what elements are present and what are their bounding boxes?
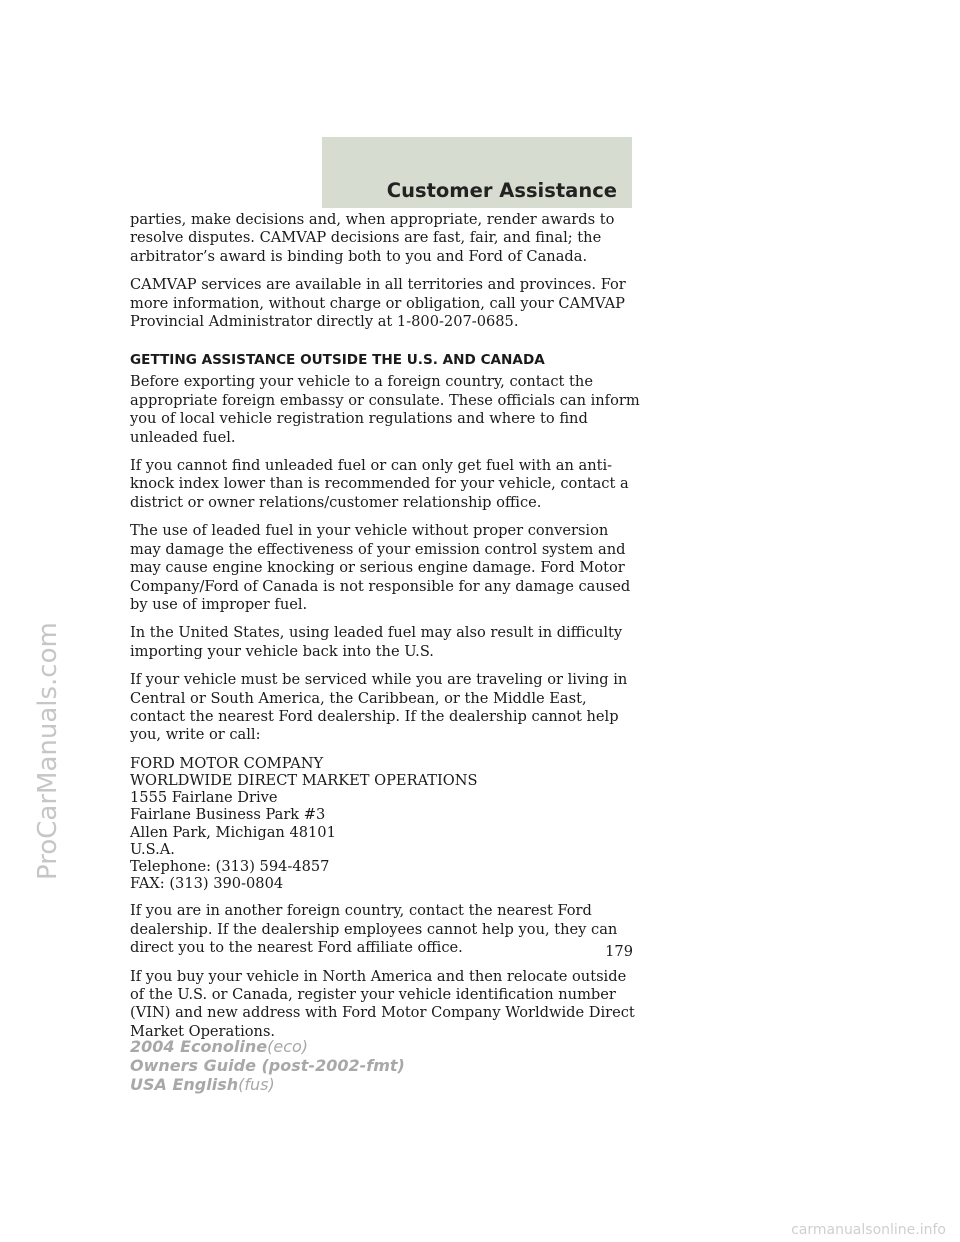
address-fax: FAX: (313) 390-0804 [130, 875, 284, 893]
paragraph: If your vehicle must be serviced while you are traveling or living in Central or South America, the Caribbean, or the Middle East, contact the nearest Ford dealership. If the dealership cannot help you, write or call: [130, 671, 628, 744]
address-line: U.S.A. [130, 840, 175, 858]
address-line: FORD MOTOR COMPANY [130, 754, 324, 772]
address-telephone: Telephone: (313) 594-4857 [130, 857, 330, 875]
paragraph: The use of leaded fuel in your vehicle without proper conversion may damage the effectiveness of your emission control system and may cause engine knocking or serious engine damage. Ford Motor Company/Ford of Canada is not responsible for any damage caused by use of improper fuel. [130, 522, 631, 613]
paragraph: If you buy your vehicle in North America and then relocate outside of the U.S. or Canada, register your vehicle identification number (VIN) and new address with Ford Motor Company Worldwide Direct Market Operations. [130, 967, 635, 1040]
bottom-watermark: carmanualsonline.info [791, 1222, 946, 1238]
footer-language-code: (fus) [238, 1075, 275, 1094]
side-watermark: ProCarManuals.com [33, 622, 63, 880]
page-content [130, 211, 640, 1051]
footer-model: 2004 Econoline [130, 1037, 268, 1056]
contact-address [130, 755, 640, 893]
address-line: 1555 Fairlane Drive [130, 789, 278, 807]
paragraph: parties, make decisions and, when appropriate, render awards to resolve disputes. CAMVAP decisions are fast, fair, and final; the arbitrator’s award is binding both to you and Ford of Canada. [130, 211, 615, 265]
paragraph: In the United States, using leaded fuel may also result in difficulty importing your vehicle back into the U.S. [130, 624, 623, 660]
address-line: Allen Park, Michigan 48101 [130, 823, 336, 841]
footer-language: USA English [130, 1075, 239, 1094]
address-line: Fairlane Business Park #3 [130, 806, 326, 824]
page-number: 179 [605, 943, 633, 960]
paragraph: CAMVAP services are available in all territories and provinces. For more information, without charge or obligation, call your CAMVAP Provincial Administrator directly at 1-800-207-0685. [130, 276, 626, 331]
paragraph: If you cannot find unleaded fuel or can only get fuel with an anti-knock index lower than is recommended for your vehicle, contact a district or owner relations/customer relationship office. [130, 457, 629, 511]
section-header-band [322, 137, 632, 208]
footer-line-guide [130, 1056, 405, 1075]
footer-line-model [130, 1037, 405, 1056]
footer-model-code: (eco) [267, 1037, 309, 1056]
paragraph: Before exporting your vehicle to a foreign country, contact the appropriate foreign embassy or consulate. These officials can inform you of local vehicle registration regulations and where to find unleaded fuel. [130, 373, 640, 446]
document-footer [130, 1037, 405, 1094]
footer-line-language [130, 1075, 405, 1094]
section-heading: GETTING ASSISTANCE OUTSIDE THE U.S. AND CANADA [130, 352, 545, 369]
paragraph: If you are in another foreign country, contact the nearest Ford dealership. If the dealership employees cannot help you, they can direct you to the nearest Ford affiliate office. [130, 902, 618, 957]
address-line: WORLDWIDE DIRECT MARKET OPERATIONS [130, 771, 478, 789]
footer-guide: Owners Guide (post-2002-fmt) [130, 1056, 405, 1075]
section-title: Customer Assistance [386, 179, 617, 202]
